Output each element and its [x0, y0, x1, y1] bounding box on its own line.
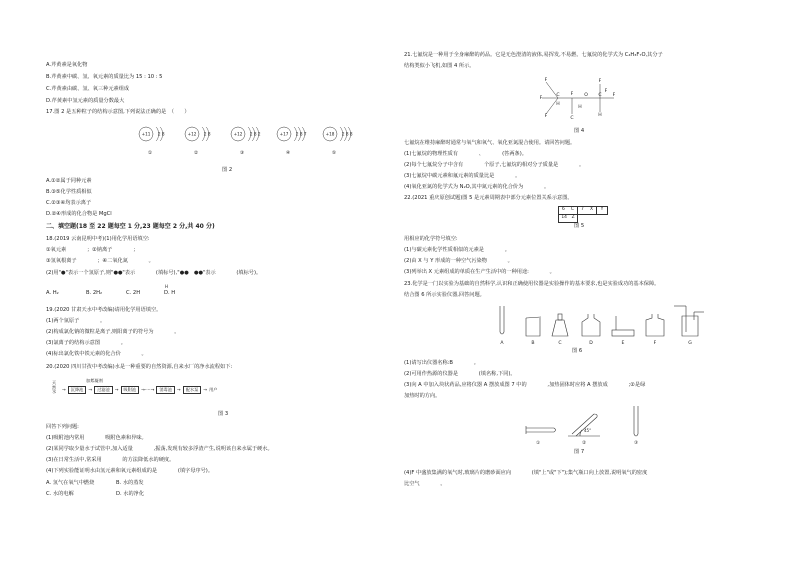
atom-symbol: F	[544, 78, 548, 83]
atom-symbol: F	[570, 92, 574, 97]
flow-arrow-icon: →	[114, 388, 119, 393]
q18-line-1: 18.(2019 云南昆明中考)(1)用化学用语填空:	[46, 236, 150, 242]
q18-option-d: D. H	[164, 290, 176, 296]
atom-symbol: F	[612, 93, 616, 98]
flow-end: 用户	[209, 387, 218, 392]
electron-count: 8	[208, 131, 211, 137]
q20-option-c: C. 水的电解	[46, 491, 74, 497]
q22-stem: 22.(2021 重庆原创试题)图 5 是元素周期表中部分元素位置关系示意图。	[404, 195, 573, 201]
q17-option-d: D.②④形成的化合物是 MgCl	[46, 211, 112, 217]
atom-diagram	[139, 127, 165, 156]
q21-line-4: (1)七氟烷的物理性质有 、 (答两条)。	[404, 151, 527, 157]
q18-line-3: ③氢氧根离子 ；④二氧化氮 。	[46, 258, 154, 264]
atom-label: ⑤	[331, 151, 337, 156]
atom-label: ④	[285, 151, 291, 156]
q22-line-2: (1)与碳元素化学性质相似的元素是 。	[404, 247, 510, 253]
atom-symbol: H	[598, 113, 602, 118]
apparatus-label: A	[500, 341, 504, 346]
q16-option-b: B.芹黄素中碳、氢、氧元素的质量比为 15 : 10 : 5	[46, 74, 163, 80]
q19-line-4: (3)氯离子的结构示意图 。	[46, 340, 126, 346]
atom-label: ②	[193, 151, 199, 156]
cell-symbol: X	[589, 207, 593, 212]
nucleus-charge: +11	[141, 131, 151, 137]
flow-step: 吸附池	[121, 386, 140, 394]
q18-option-c: C. 2H	[126, 290, 141, 296]
figure-4-caption: 图 4	[574, 128, 585, 134]
q20-line-1: 回答下列问题:	[46, 424, 79, 430]
cell-number: 7	[581, 207, 584, 212]
q19-line-2: (1)两个氩原子 。	[46, 318, 106, 324]
q20-line-5: (4)下列实验能证明水由氢元素和氧元素组成的是 (填字母序号)。	[46, 468, 214, 474]
atom-symbol: H	[556, 102, 560, 107]
q17-option-a: A.①②属于同种元素	[46, 178, 92, 184]
q17-option-c: C.②③④均表示离子	[46, 200, 92, 206]
atom-diagram	[323, 127, 353, 156]
electron-count: 2	[158, 131, 161, 137]
figure-5-caption: 图 5	[574, 223, 585, 229]
flow-step: 配水泵	[183, 386, 202, 394]
q18-line-4: (2)用"●"表示一个氢原子,则"●●"表示 (填标号),"●● ●●"表示 (填标号)。	[46, 270, 262, 276]
q20-line-4: (3)在日常生活中,常采用 的方法降低水的硬度。	[46, 457, 175, 463]
atom-symbol: F	[598, 79, 602, 84]
atom-symbol: F	[604, 89, 608, 94]
q16-option-c: C.芹黄素由碳、氢、氧三种元素组成	[46, 86, 130, 92]
flow-step: 沉降池	[68, 386, 87, 394]
figure-3-flow	[52, 378, 352, 404]
q23-line-7: (4)F 中盛放集满的氧气时,玻璃片的磨砂面应向 (填"上"或"下");集气瓶口向上放置,说明氧气的密度	[404, 470, 648, 476]
apparatus-label: G	[688, 341, 692, 346]
electron-count: 2	[258, 131, 261, 137]
figure-4-molecule	[536, 72, 620, 124]
q18-h-mark: H	[165, 284, 169, 289]
electron-count: 8	[254, 131, 257, 137]
atom-diagram	[231, 127, 261, 156]
electron-count: 2	[250, 131, 253, 137]
q20-line-3: (2)某同学取少量水于试管中,加入适量 ,振荡,发现有较多浮渣产生,说明该自来水属于硬水。	[46, 446, 273, 452]
q18-line-2: ①氧元素 ；②钠离子 ；	[46, 247, 139, 253]
q23-line-5: (3)向 A 中加入块状药品,应将仪器 A 摆放成图 7 中的 ,加热固体时应将 A 摆放成 ;②是绿	[404, 382, 646, 388]
atom-diagram	[277, 127, 307, 156]
q21-line-3: 七氟烷在维持麻醉时通常与氧气和氧气、氧化亚氮混合使用。请回答问题。	[404, 140, 576, 146]
table-cell	[558, 206, 578, 215]
q19-line-5: (4)标出氯化铁中铁元素的化合价 。	[46, 351, 147, 357]
q21-line-2: 结构类似小飞机,如图 4 所示。	[404, 63, 475, 69]
q21-line-7: (4)氧化亚氮的化学式为 N₂O,其中氮元素的化合价为 。	[404, 184, 550, 190]
q21-line-6: (3)七氟烷中碳元素和氟元素的质量比是 。	[404, 173, 521, 179]
electron-count: 8	[346, 131, 349, 137]
figure-7-caption: 图 7	[574, 449, 585, 455]
q22-line-4: (3)列举出 X 元素组成的单质在生产生活中的一种用途: 。	[404, 269, 555, 275]
atom-symbol: H	[578, 105, 582, 110]
nucleus-charge: +12	[233, 131, 243, 137]
cell-number: 6	[562, 207, 565, 212]
table-row	[558, 206, 608, 215]
figure-3-caption: 图 3	[218, 411, 229, 417]
q23-line-4: (2)可用作热源的仪器是 (填名称,下同)。	[404, 371, 516, 377]
figure-6-apparatus	[492, 302, 722, 346]
q23-line-6: 加热时的方向。	[404, 393, 441, 399]
section-2-title: 二、填空题(18 至 22 题每空 1 分,23 题每空 2 分,共 40 分)	[46, 223, 215, 230]
cell-symbol: C	[570, 207, 574, 212]
apparatus-label: F	[653, 341, 657, 346]
flow-step: 过滤池	[94, 386, 113, 394]
flow-arrow-icon: →	[88, 388, 93, 393]
figure-7-orientations	[524, 402, 674, 446]
atom-diagram	[185, 127, 211, 156]
q23-line-1: 23.化学是一门以实验为基础的自然科学,认识和正确使用仪器是实验操作的基本要求,也是实验成功的基本保障。	[404, 281, 660, 287]
table-cell	[578, 206, 597, 215]
flow-arrow-icon: →	[62, 388, 66, 393]
flow-source: 天然水	[52, 380, 57, 395]
atom-label: ③	[239, 151, 245, 156]
q16-option-d: D.芹黄素中氢元素的质量分数最大	[46, 98, 125, 104]
electron-count: 8	[162, 131, 165, 137]
atom-symbol: F	[539, 96, 543, 101]
q17-stem: 17.图 2 是五种粒子的结构示意图,下列说法正确的是 （ ）	[46, 109, 190, 115]
q16-option-a: A.芹黄素是氧化物	[46, 62, 88, 68]
apparatus-label: D	[589, 341, 593, 346]
q19-line-3: (2)构成氯化钠的微粒是离子,则阳离子的符号为 。	[46, 329, 180, 335]
q18-option-b: B. 2H₂	[86, 290, 103, 296]
nucleus-charge: +12	[187, 131, 197, 137]
flow-top-label: 加絮凝剂	[86, 378, 103, 383]
electron-count: 2	[296, 131, 299, 137]
figure-2-atoms	[134, 120, 366, 158]
q23-line-2: 结合图 6 所示实验仪器,回答问题。	[404, 292, 485, 298]
q22-line-3: (2)由 X 与 Y 形成的一种空气污染物 。	[404, 258, 513, 264]
electron-count: 8	[350, 131, 353, 137]
flow-arrow-icon: →	[203, 388, 208, 393]
q20-option-b: B. 水的蒸发	[116, 480, 144, 486]
q23-line-8: 比空气 。	[404, 481, 446, 487]
figure-2-caption: 图 2	[222, 167, 233, 173]
q22-line-1: 用相应的化学符号填空:	[404, 236, 458, 242]
cell-number: 14	[561, 215, 567, 220]
q18-option-a: A. H₂	[46, 290, 59, 296]
flow-arrow-icon: →····→	[141, 388, 155, 393]
figure-6-caption: 图 6	[572, 348, 583, 354]
q20-option-d: D. 水的净化	[116, 491, 145, 497]
apparatus-label: B	[531, 341, 535, 346]
apparatus-label: E	[621, 341, 625, 346]
cell-symbol: Z	[571, 215, 575, 220]
orientation-label: ③	[633, 441, 639, 446]
q20-line-2: (1)吸附池内常用 吸附色素和异味。	[46, 435, 147, 441]
electron-count: 2	[342, 131, 345, 137]
electron-count: 2	[204, 131, 207, 137]
table-cell: Y	[597, 206, 608, 215]
q23-line-3: (1)请写出仪器名称:B 。	[404, 360, 479, 366]
atom-symbol: F	[544, 114, 548, 119]
flow-arrow-icon: →	[176, 388, 181, 393]
flow-step: 消毒池	[156, 386, 175, 394]
q21-line-5: (2)每个七氟烷分子中含有 个原子,七氟烷的相对分子质量是 。	[404, 162, 585, 168]
q20-stem: 20.(2020 四川甘孜中考改编)水是一种重要的自然资源,自来水厂的净水流程如下:	[46, 364, 233, 370]
nucleus-charge: +17	[279, 131, 289, 137]
q21-line-1: 21.七氟烷是一种用于全身麻醉的药品。它是无色澄清的液体,易挥发,不易燃。七氟烷的化学式为 C₄H₃F₇O,其分子	[404, 52, 663, 58]
atom-label: ①	[147, 151, 153, 156]
nucleus-charge: +18	[325, 131, 335, 137]
electron-count: 8	[300, 131, 303, 137]
electron-count: 7	[304, 131, 307, 137]
atom-symbol: O	[584, 93, 588, 98]
flow-chain	[62, 386, 217, 394]
atom-symbol: C	[570, 116, 574, 121]
angle-label: 45°	[584, 428, 592, 433]
q19-line-1: 19.(2020 甘肃天水中考改编)请用化学用语填空。	[46, 307, 162, 313]
apparatus-label: C	[558, 341, 562, 346]
orientation-label: ②	[581, 441, 587, 446]
atom-symbol: C	[598, 93, 602, 98]
q17-option-b: B.③⑤化学性质相似	[46, 189, 92, 195]
figure-5-table	[558, 206, 608, 223]
atom-symbol: C	[556, 93, 560, 98]
orientation-label: ①	[535, 441, 541, 446]
q20-option-a: A. 氢气在氧气中燃烧	[46, 480, 95, 486]
